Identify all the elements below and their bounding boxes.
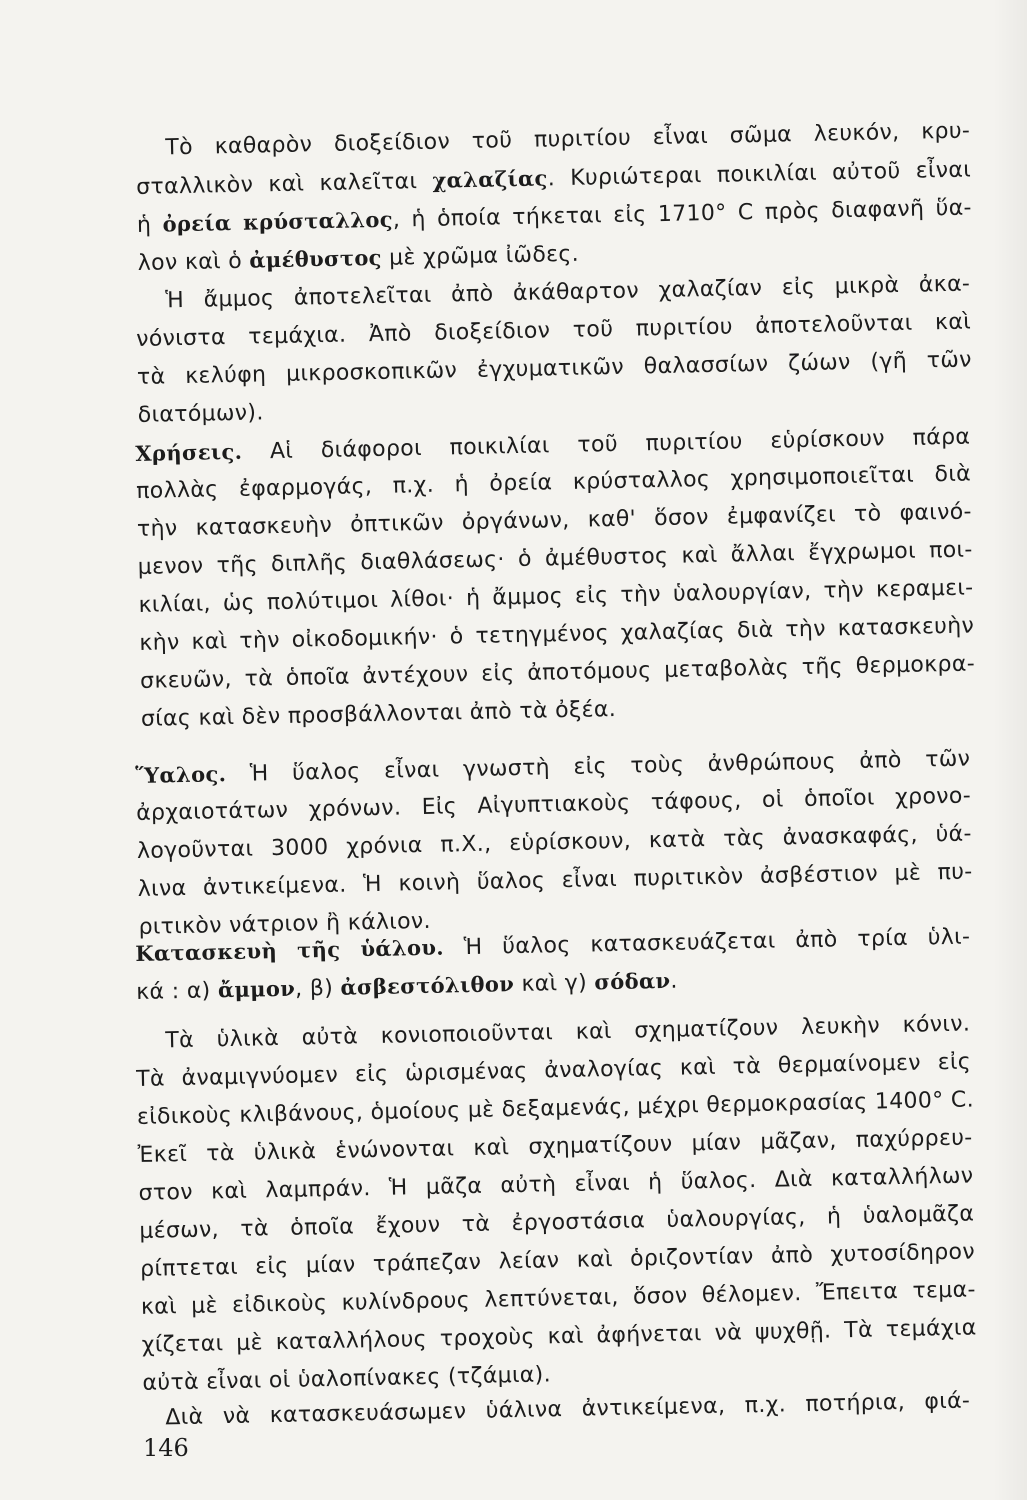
text-line: μέσων, τὰ ὁποῖα ἔχουν τὰ ἐργοστάσια ὑαλουργίας, ἡ ὑαλομᾶζα bbox=[139, 1201, 975, 1244]
text-line: λον καὶ ὁ ἀμέθυστος μὲ χρῶμα ἰῶδες. bbox=[137, 241, 580, 276]
bold-term: χαλαζίας bbox=[432, 165, 548, 193]
text-line: Κατασκευὴ τῆς ὑάλου. Ἡ ὕαλος κατασκευάζεται ἀπὸ τρία ὑλι- bbox=[135, 924, 971, 966]
text-line: καὶ μὲ εἰδικοὺς κυλίνδρους λεπτύνεται, ὅσον θέλομεν. Ἔπειτα τεμα- bbox=[140, 1277, 977, 1320]
text-line: ἀρχαιοτάτων χρόνων. Εἰς Αἰγυπτιακοὺς τάφους, οἱ ὁποῖοι χρονο- bbox=[135, 783, 972, 826]
text-line: Ὕαλος. Ἡ ὕαλος εἶναι γνωστὴ εἰς τοὺς ἀνθρώπους ἀπὸ τῶν bbox=[135, 746, 971, 788]
text-line: εἰδικοὺς κλιβάνους, ὁμοίους μὲ δεξαμενάς, μέχρι θερμοκρασίας 1400° C. bbox=[136, 1087, 975, 1130]
text-line: κιλίαι, ὡς πολύτιμοι λίθοι· ἡ ἄμμος εἰς τὴν ὑαλουργίαν, τὴν κεραμει- bbox=[138, 575, 974, 618]
text-line: Χρήσεις. Αἱ διάφοροι ποικιλίαι τοῦ πυριτίου εὑρίσκουν πάρα bbox=[135, 424, 971, 466]
bold-term: ἀσβεστόλιθον bbox=[340, 971, 515, 1000]
paragraph-sand bbox=[135, 266, 973, 435]
bold-term: Ὕαλος. bbox=[135, 761, 227, 788]
text-line: Ἐκεῖ τὰ ὑλικὰ ἑνώνονται καὶ σχηματίζουν μίαν μᾶζαν, παχύρρευ- bbox=[137, 1125, 973, 1168]
text-line: λινα ἀντικείμενα. Ἡ κοινὴ ὕαλος εἶναι πυριτικὸν ἀσβέστιον μὲ πυ- bbox=[137, 859, 973, 902]
page-number: 146 bbox=[143, 1434, 189, 1462]
paragraph-glass bbox=[135, 740, 974, 947]
page-edge-shadow bbox=[993, 0, 1027, 1500]
text-line: σίας καὶ δὲν προσβάλλονται ἀπὸ τὰ ὀξέα. bbox=[140, 696, 617, 732]
bold-term: Κατασκευὴ τῆς ὑάλου. bbox=[135, 934, 445, 966]
bold-term: ἀμέθυστος bbox=[249, 244, 383, 273]
paragraph-process bbox=[135, 1006, 978, 1403]
text-line: ρίπτεται εἰς μίαν τράπεζαν λείαν καὶ ὁριζοντίαν ἀπὸ χυτοσίδηρον bbox=[139, 1239, 976, 1282]
text-line: λογοῦνται 3000 χρόνια π.Χ., εὑρίσκουν, κατὰ τὰς ἀνασκαφάς, ὑά- bbox=[136, 821, 973, 864]
text-line: τὴν κατασκευὴν ὀπτικῶν ὀργάνων, καθ' ὅσον ἐμφανίζει τὸ φαινό- bbox=[136, 499, 973, 542]
text-line: ἡ ὀρεία κρύσταλλος, ἡ ὁποία τήκεται εἰς 1710° C πρὸς διαφανῆ ὕα- bbox=[136, 195, 973, 238]
paragraph-glass-making bbox=[135, 918, 971, 1011]
bold-term: σόδαν bbox=[594, 967, 671, 995]
text-line: μενον τῆς διπλῆς διαθλάσεως· ὁ ἀμέθυστος καὶ ἄλλαι ἔγχρωμοι ποι- bbox=[137, 537, 973, 580]
text-line: διατόμων). bbox=[137, 400, 264, 428]
paragraph-uses bbox=[135, 418, 976, 739]
text-line: αὐτὰ εἶναι οἱ ὑαλοπίνακες (τζάμια). bbox=[142, 1362, 552, 1396]
text-line: Τὸ καθαρὸν διοξείδιον τοῦ πυριτίου εἶναι σῶμα λευκόν, κρυ- bbox=[165, 118, 971, 161]
text-line: τὰ κελύφη μικροσκοπικῶν ἐγχυματικῶν θαλασσίων ζώων (γῆ τῶν bbox=[136, 347, 973, 390]
bold-term: Χρήσεις. bbox=[135, 438, 243, 466]
text-line: στον καὶ λαμπράν. Ἡ μᾶζα αὐτὴ εἶναι ἡ ὕαλος. Διὰ καταλλήλων bbox=[138, 1163, 974, 1206]
text-line: κά : α) ἄμμον, β) ἀσβεστόλιθον καὶ γ) σόδαν. bbox=[135, 967, 678, 1005]
text-line: Τὰ ὑλικὰ αὐτὰ κονιοποιοῦνται καὶ σχηματίζουν λευκὴν κόνιν. bbox=[165, 1011, 971, 1054]
text-line: νόνιστα τεμάχια. Ἀπὸ διοξείδιον τοῦ πυριτίου ἀποτελοῦνται καὶ bbox=[135, 309, 972, 352]
text-line: ριτικὸν νάτριον ἢ κάλιον. bbox=[138, 908, 432, 940]
bold-term: ἄμμον bbox=[217, 975, 296, 1003]
text-line: Ἡ ἄμμος ἀποτελεῖται ἀπὸ ἀκάθαρτον χαλαζίαν εἰς μικρὰ ἀκα- bbox=[165, 271, 971, 314]
text-line: Τὰ ἀναμιγνύομεν εἰς ὡρισμένας ἀναλογίας καὶ τὰ θερμαίνομεν εἰς bbox=[135, 1049, 972, 1092]
text-line: σκευῶν, τὰ ὁποῖα ἀντέχουν εἰς ἀποτόμους μεταβολὰς τῆς θερμοκρα- bbox=[139, 651, 976, 694]
text-line: Διὰ νὰ κατασκευάσωμεν ὑάλινα ἀντικείμενα, π.χ. ποτήρια, φιά- bbox=[165, 1388, 971, 1431]
text-line: κὴν καὶ τὴν οἰκοδομικήν· ὁ τετηγμένος χαλαζίας διὰ τὴν κατασκευὴν bbox=[139, 613, 975, 656]
paragraph-silica bbox=[135, 113, 973, 282]
bold-term: ὀρεία κρύσταλλος bbox=[162, 206, 394, 237]
text-line: πολλὰς ἐφαρμογάς, π.χ. ἡ ὀρεία κρύσταλλος χρησιμοποιεῖται διὰ bbox=[135, 461, 972, 504]
text-line: σταλλικὸν καὶ καλεῖται χαλαζίας. Κυριώτεραι ποικιλίαι αὐτοῦ εἶναι bbox=[135, 157, 972, 200]
text-line: χίζεται μὲ καταλλήλους τροχοὺς καὶ ἀφήνεται νὰ ψυχθῇ. Τὰ τεμάχια bbox=[141, 1315, 977, 1358]
